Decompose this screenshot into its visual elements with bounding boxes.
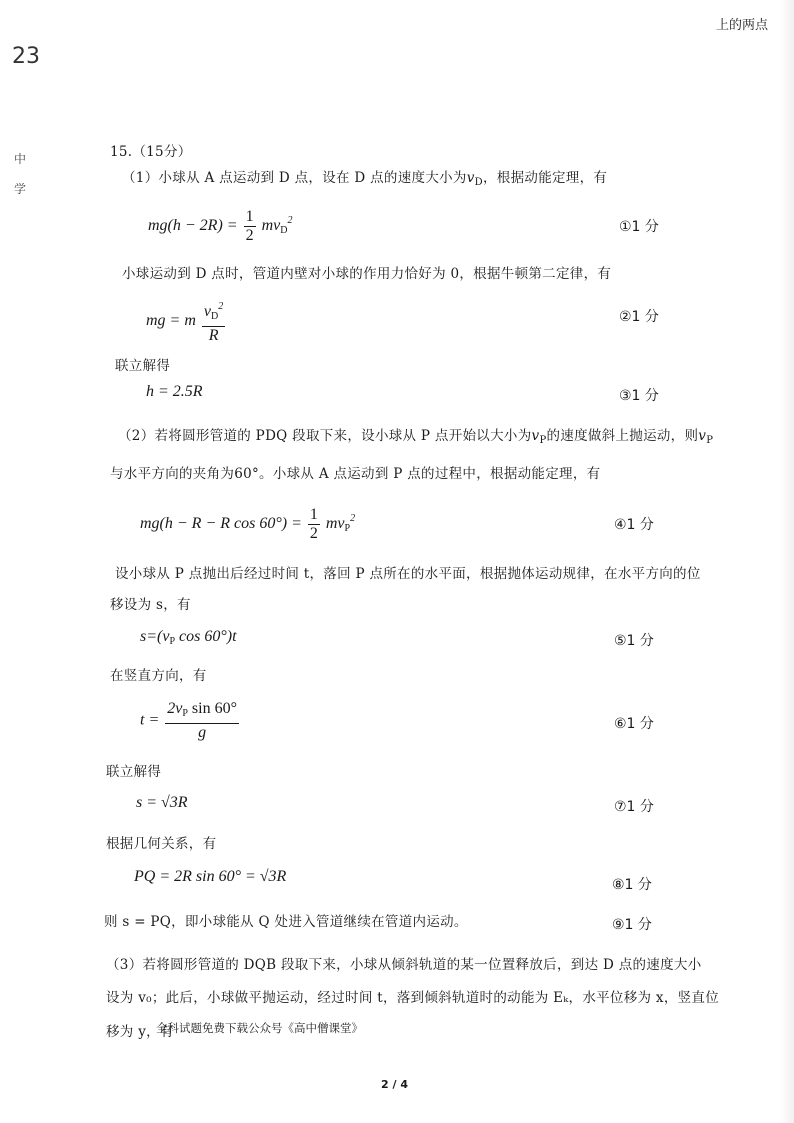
score-mark-3: ③1 分 (619, 388, 659, 404)
part3-line-3: 移为 y，有 (106, 1024, 174, 1040)
equation-2: mg = m $\frac{v_D^2}{R}$ (146, 298, 227, 345)
score-mark-8: ⑧1 分 (612, 877, 652, 893)
part3-line-2: 设为 v₀；此后，小球做平抛运动，经过时间 t，落到倾斜轨道时的动能为 Eₖ，水平位移为 x，竖直位 (106, 990, 720, 1006)
part2-geometry-label: 根据几何关系，有 (106, 836, 217, 852)
watermark-text: 全科试题免费下载公众号《高中僧课堂》 (156, 1021, 363, 1035)
part1-intro: （1）小球从 A 点运动到 D 点，设在 D 点的速度大小为$v_D$，根据动能定理，有 (122, 170, 608, 188)
equation-4: mg(h − R − R cos 60°) = $\frac{1}{2}$ $mv_P^2$ (140, 506, 356, 542)
score-mark-5: ⑤1 分 (614, 633, 654, 649)
score-mark-7: ⑦1 分 (614, 799, 654, 815)
fraction-half: $\frac{1}{2}$ (245, 208, 254, 244)
part1-solve-label: 联立解得 (115, 358, 171, 374)
part3-line-1: （3）若将圆形管道的 DQB 段取下来，小球从倾斜轨道的某一位置释放后，到达 D 点的速度大小 (106, 957, 702, 973)
corner-page-mark: 23 (12, 44, 40, 69)
score-mark-1: ①1 分 (619, 219, 659, 235)
problem-header: 15.（15分） (110, 144, 192, 160)
score-mark-4: ④1 分 (614, 517, 654, 533)
part1-newton-text: 小球运动到 D 点时，管道内壁对小球的作用力恰好为 0，根据牛顿第二定律，有 (122, 266, 612, 282)
part2-vertical-label: 在竖直方向，有 (110, 668, 207, 684)
margin-mark-1: 中 (14, 152, 27, 166)
part2-solve-label: 联立解得 (106, 764, 162, 780)
equation-7: s = √3R (136, 794, 188, 811)
fraction-vd2-over-r: $\frac{v_D^2}{R}$ (202, 298, 225, 345)
score-mark-9: ⑨1 分 (612, 917, 652, 933)
scan-edge-shadow (780, 0, 794, 1123)
fraction-time: $\frac{2v_P \sin 60^\circ}{g}$ (167, 700, 237, 741)
part2-intro: （2）若将圆形管道的 PDQ 段取下来，设小球从 P 点开始以大小为$v_P$的速度做斜上抛运动，则$v_P$ (118, 428, 714, 446)
equation-1: mg(h − 2R) = $\frac{1}{2}$ $mv_D^2$ (148, 208, 293, 244)
corner-cropped-text: 上的两点 (716, 18, 769, 33)
part2-projectile-text: 设小球从 P 点抛出后经过时间 t，落回 P 点所在的水平面，根据抛体运动规律，在水平方向的位 (115, 566, 701, 582)
score-mark-2: ②1 分 (619, 309, 659, 325)
equation-6: t = $\frac{2v_P \sin 60^\circ}{g}$ (140, 700, 237, 741)
part2-conclusion: 则 s = PQ，即小球能从 Q 处进入管道继续在管道内运动。 (104, 914, 468, 930)
fraction-half: $\frac{1}{2}$ (309, 506, 318, 542)
page-number: 2 / 4 (381, 1078, 408, 1091)
part2-projectile-text-continued: 移设为 s，有 (110, 597, 191, 613)
equation-8: PQ = 2R sin 60° = √3R (134, 868, 287, 885)
part2-intro-continued: 与水平方向的夹角为60°。小球从 A 点运动到 P 点的过程中，根据动能定理，有 (110, 466, 601, 482)
equation-5: $s=(v_P$ cos 60°)t (140, 628, 237, 647)
margin-mark-2: 学 (14, 182, 27, 196)
score-mark-6: ⑥1 分 (614, 716, 654, 732)
equation-3: h = 2.5R (146, 383, 203, 400)
